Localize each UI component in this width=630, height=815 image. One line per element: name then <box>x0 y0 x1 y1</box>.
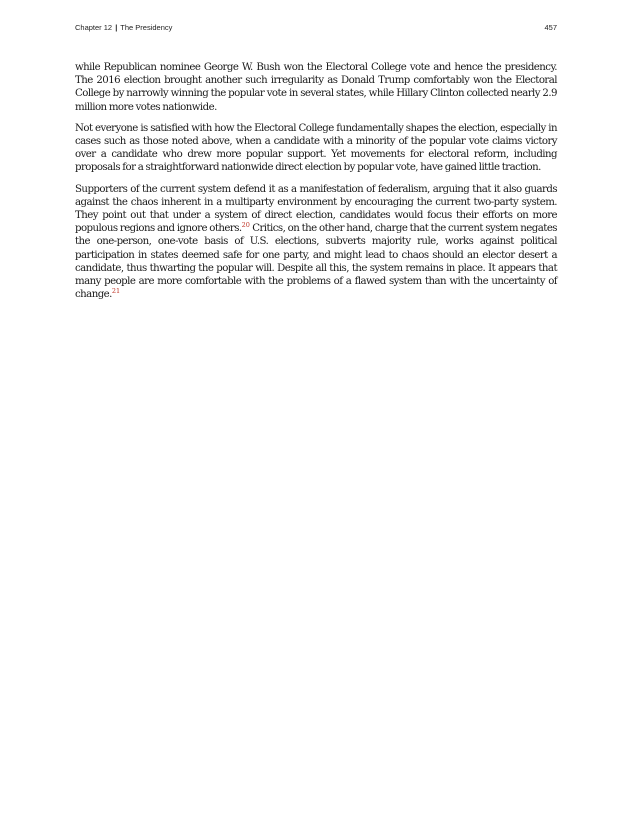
chapter-label: Chapter 12 <box>75 23 113 32</box>
footnote-reference-21[interactable]: 21 <box>111 287 121 296</box>
footnote-reference-20[interactable]: 20 <box>241 221 250 230</box>
paragraph-3-text-part-1: Supporters of the current system defend it as a manifestation of federalism, arguing that it also guards against the chaos inherent in a multiparty environment by encouraging the current two-party system. They point out that under a system of direct election, candidates would focus their efforts on more populous regions and ignore others. <box>75 183 557 235</box>
chapter-title <box>75 23 172 32</box>
paragraph-3-text-part-2: Critics, on the other hand, charge that the current system negates the one-person, one-vote basis of U.S. elections, subverts majority rule, works against political participation in states deemed safe for one party, and might lead to chaos should an elector desert a candidate, thus thwarting the popular will. Despite all this, the system remains in place. It appears that many people are more comfortable with the problems of a flawed system than with the uncertainty of change. <box>75 223 557 301</box>
running-header <box>75 23 557 35</box>
section-title: The Presidency <box>120 23 173 32</box>
paragraph-3 <box>75 183 557 302</box>
body-text <box>75 61 557 309</box>
page-number: 457 <box>544 23 557 32</box>
paragraph-2: Not everyone is satisfied with how the Electoral College fundamentally shapes the election, especially in cases such as those noted above, when a candidate with a minority of the popular vote claims victory over a candidate who drew more popular support. Yet movements for electoral reform, including proposals for a straightforward nationwide direct election by popular vote, have gained little traction. <box>75 122 557 174</box>
header-separator: | <box>115 23 118 32</box>
paragraph-1: while Republican nominee George W. Bush won the Electoral College vote and hence the presidency. The 2016 election brought another such irregularity as Donald Trump comfortably won the Electoral College by narrowly winning the popular vote in several states, while Hillary Clinton collected nearly 2.9 million more votes nationwide. <box>75 62 557 113</box>
